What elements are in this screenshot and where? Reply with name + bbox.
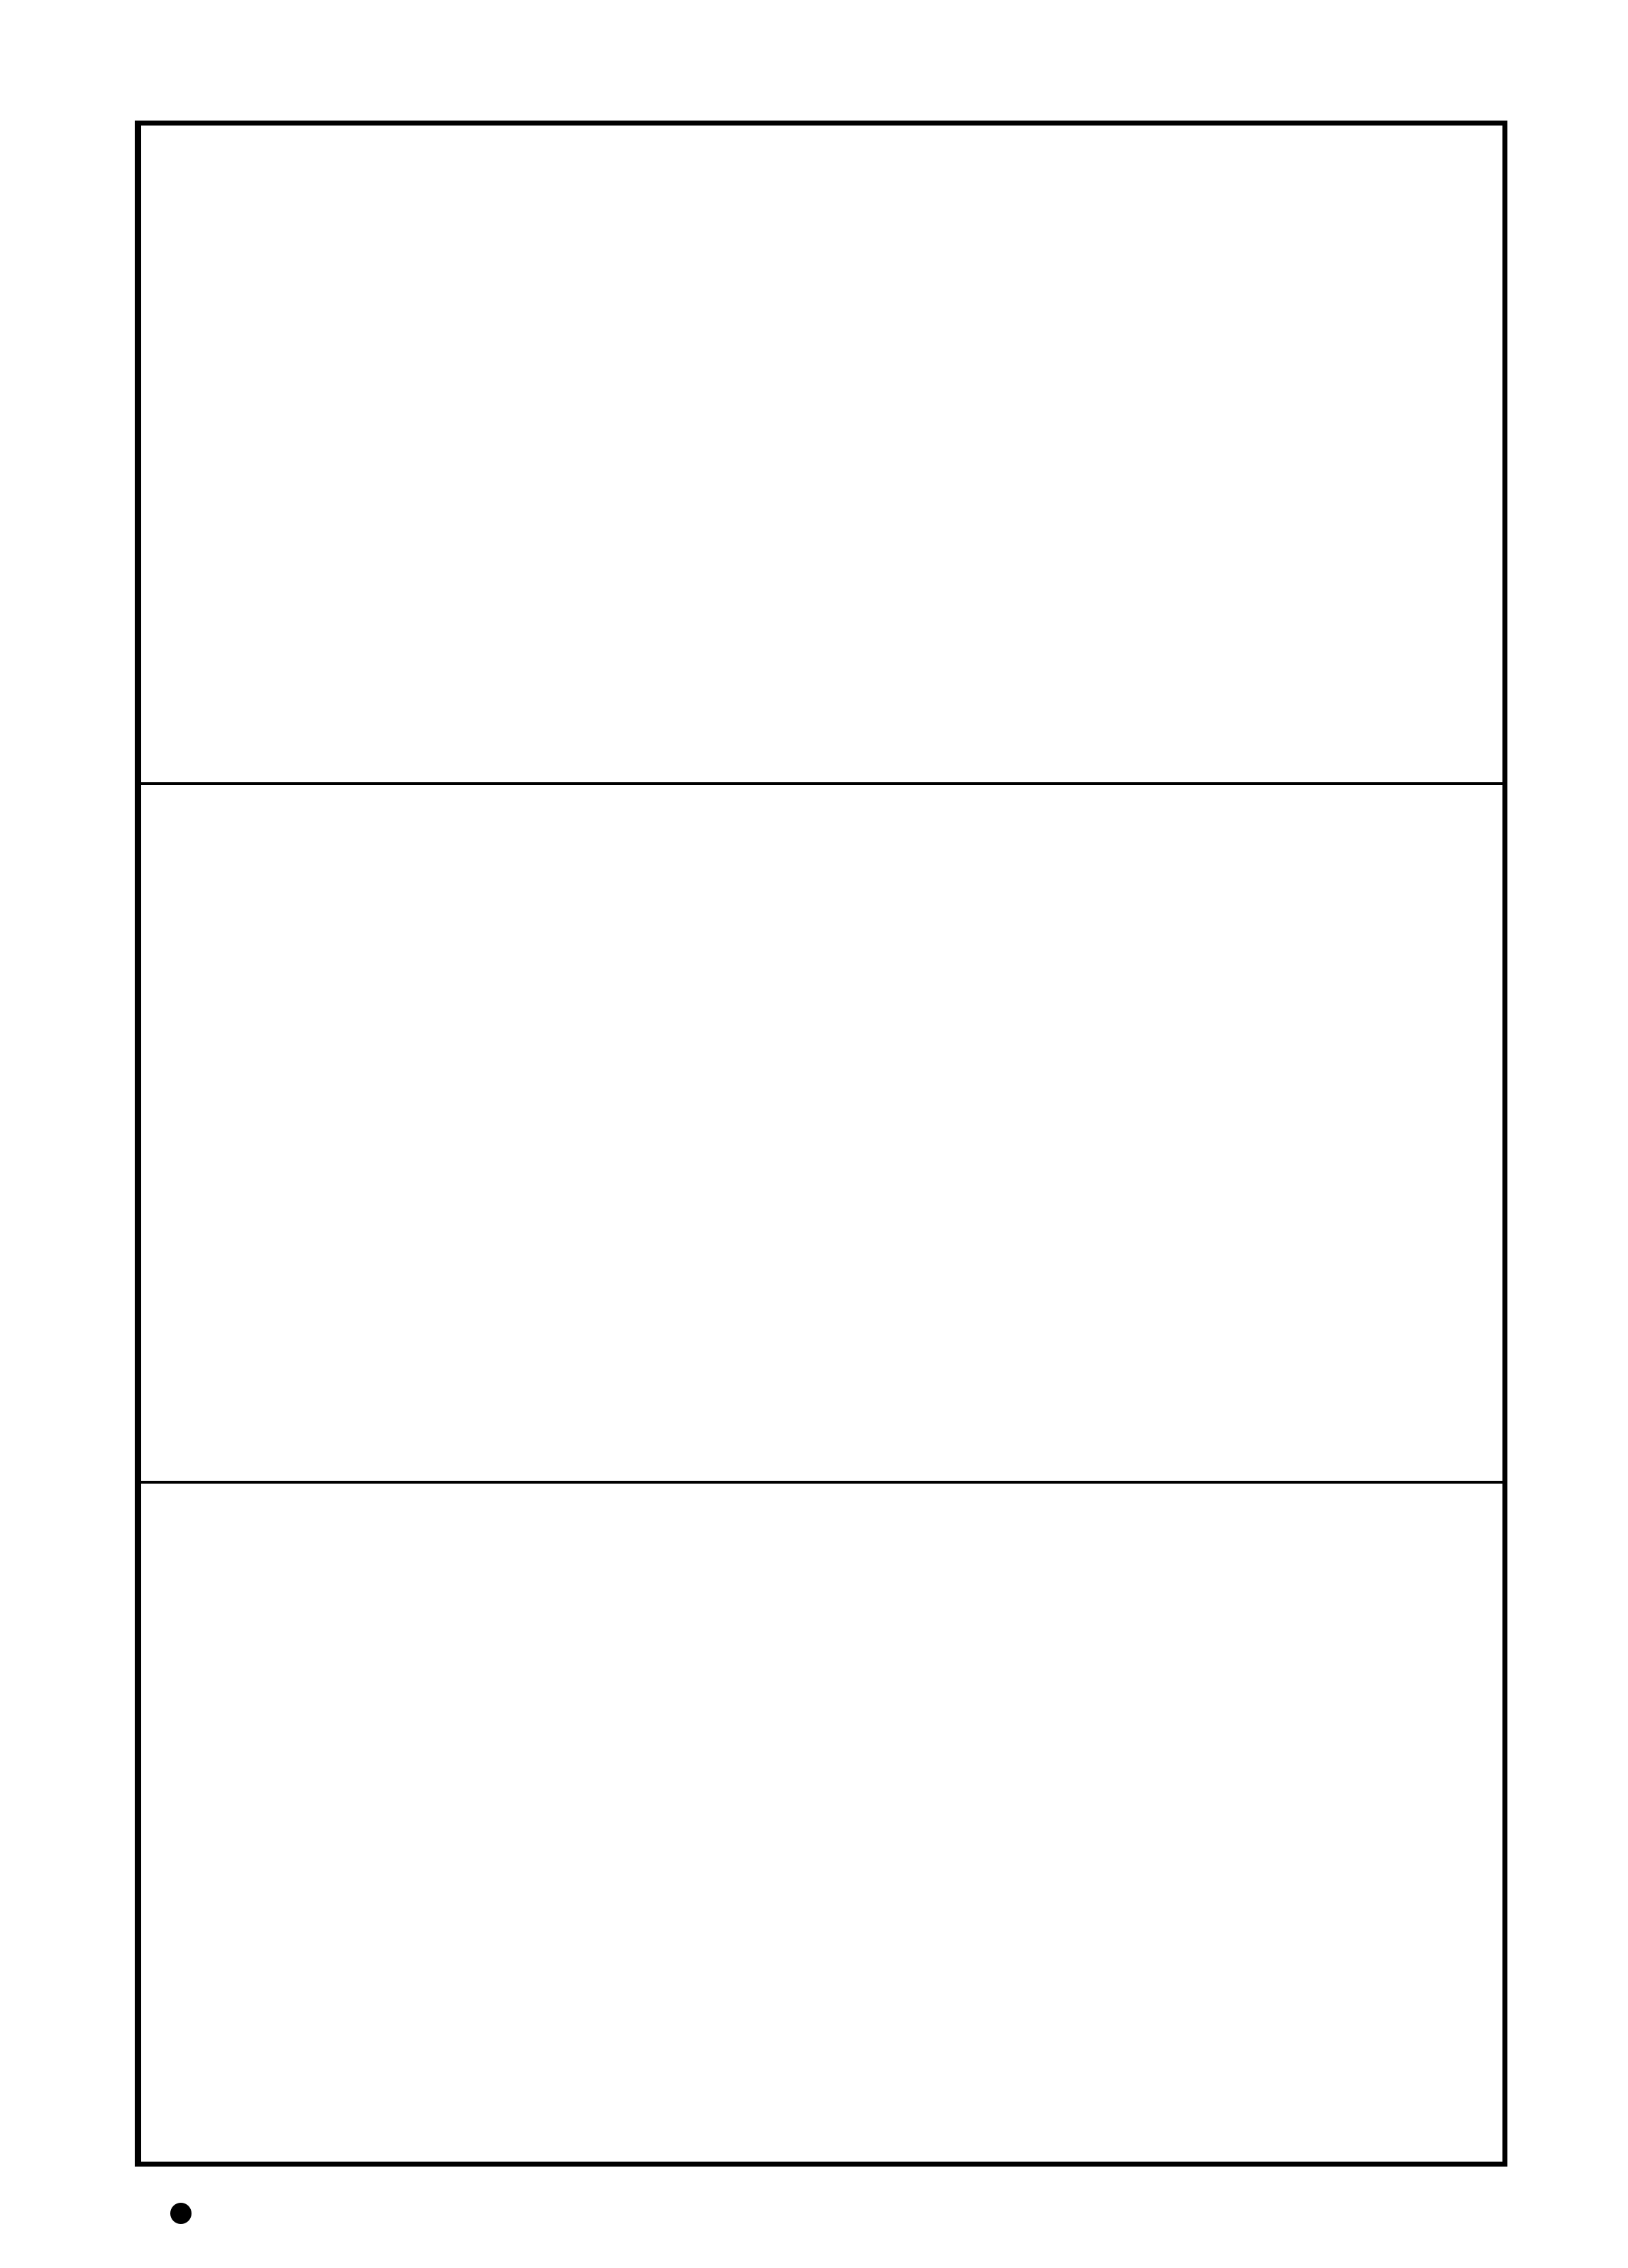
footnote-marker xyxy=(170,2203,192,2224)
columns-top xyxy=(170,157,1474,761)
columns-bottom xyxy=(170,1516,1474,2140)
text-frame xyxy=(135,121,1507,2167)
columns-middle xyxy=(170,817,1474,1460)
section-middle xyxy=(141,785,1502,1484)
footnote xyxy=(170,2197,196,2226)
section-top xyxy=(141,126,1502,785)
section-bottom xyxy=(141,1484,1502,2162)
